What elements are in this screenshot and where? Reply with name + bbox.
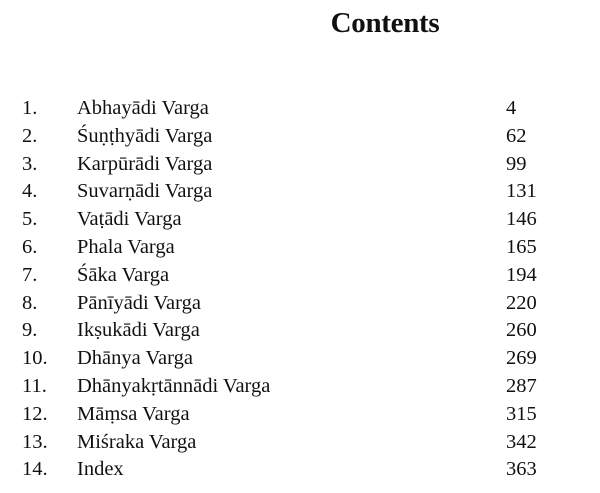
toc-entry-page: 363 — [506, 458, 537, 481]
toc-entry-page: 315 — [506, 402, 537, 425]
toc-entry — [0, 206, 600, 234]
toc-entry — [0, 234, 600, 262]
toc-entry-number: 3. — [22, 152, 38, 175]
toc-entry — [0, 456, 600, 484]
toc-entry-title: Abhayādi Varga — [77, 97, 209, 119]
toc-entry-title: Ikṣukādi Varga — [77, 319, 200, 342]
toc-entry — [0, 429, 600, 457]
toc-entry-page: 287 — [506, 374, 537, 397]
toc-entry-title: Pānīyādi Varga — [77, 291, 201, 314]
page-title: Contents — [330, 7, 440, 39]
toc-entry-number: 1. — [22, 97, 38, 119]
toc-entry — [0, 317, 600, 345]
toc-entry-page: 260 — [506, 319, 537, 342]
toc-entry-number: 10. — [22, 347, 48, 370]
toc-entry-number: 2. — [22, 124, 38, 147]
toc-entry-title: Māṃsa Varga — [77, 402, 190, 425]
toc-entry — [0, 262, 600, 290]
toc-entry-title: Index — [77, 458, 124, 481]
toc-entry-title: Karpūrādi Varga — [77, 152, 213, 175]
toc-entry-page: 220 — [506, 291, 537, 314]
toc-entry-title: Dhānyakṛtānnādi Varga — [77, 374, 271, 397]
toc-entry-title: Suvarṇādi Varga — [77, 180, 213, 203]
toc-entry — [0, 95, 600, 123]
toc-entry-number: 9. — [22, 319, 38, 342]
toc-entry-title: Śuṇṭhyādi Varga — [77, 124, 213, 147]
toc-entry — [0, 401, 600, 429]
table-of-contents — [0, 95, 600, 484]
toc-entry-title: Vaṭādi Varga — [77, 208, 182, 231]
toc-entry-page: 99 — [506, 152, 527, 175]
toc-entry-number: 6. — [22, 235, 38, 258]
toc-entry-number: 7. — [22, 263, 38, 286]
toc-entry-page: 4 — [506, 97, 517, 119]
toc-entry-page: 194 — [506, 263, 537, 286]
toc-entry — [0, 178, 600, 206]
toc-entry-page: 131 — [506, 180, 537, 203]
toc-entry-number: 13. — [22, 430, 48, 453]
toc-entry-title: Dhānya Varga — [77, 347, 193, 370]
toc-entry-title: Miśraka Varga — [77, 430, 197, 453]
toc-entry-page: 62 — [506, 124, 527, 147]
toc-entry — [0, 345, 600, 373]
toc-entry — [0, 123, 600, 151]
toc-entry-number: 4. — [22, 180, 38, 203]
toc-entry-number: 14. — [22, 458, 48, 481]
toc-entry — [0, 373, 600, 401]
toc-entry-number: 5. — [22, 208, 38, 231]
toc-entry-number: 12. — [22, 402, 48, 425]
toc-entry — [0, 151, 600, 179]
toc-entry-title: Phala Varga — [77, 235, 175, 258]
toc-entry-number: 8. — [22, 291, 38, 314]
toc-entry-number: 11. — [22, 374, 47, 397]
toc-entry-page: 146 — [506, 208, 537, 231]
toc-entry-page: 342 — [506, 430, 537, 453]
toc-entry-title: Śāka Varga — [77, 263, 170, 286]
toc-entry-page: 165 — [506, 235, 537, 258]
toc-entry — [0, 290, 600, 318]
toc-entry-page: 269 — [506, 347, 537, 370]
